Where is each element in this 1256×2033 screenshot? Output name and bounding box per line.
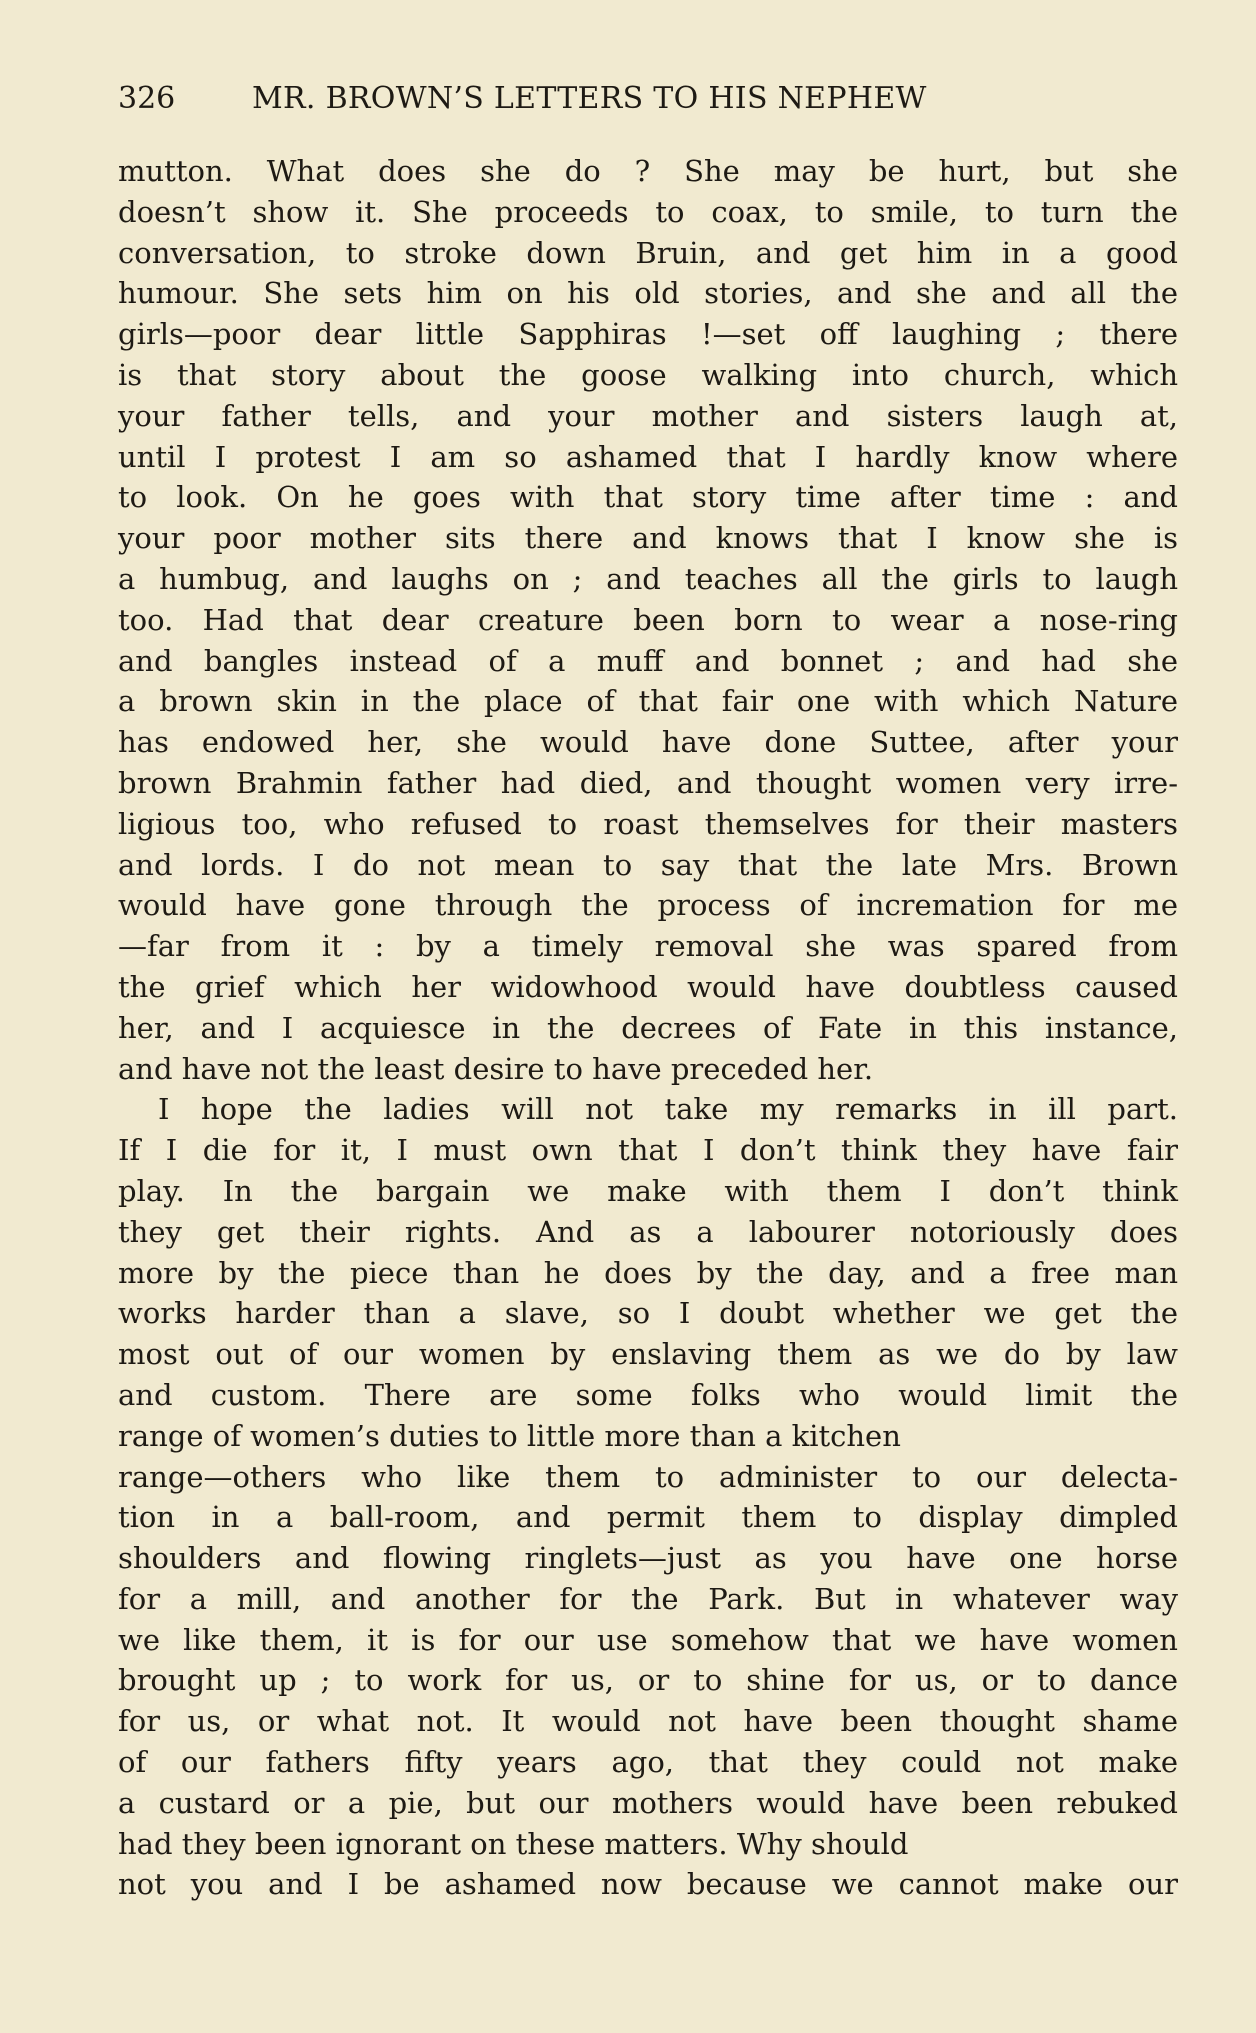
text-line: mutton. What does she do ? She may be hurt, but she [118, 154, 1178, 188]
text-line: your poor mother sits there and knows that I know she is [118, 521, 1178, 556]
text-line: is that story about the goose walking into church, which [118, 357, 1178, 392]
text-line: of our fathers fifty years ago, that they could not make [118, 1745, 1178, 1780]
paragraph-start-line: I hope the ladies will not take my remarks in ill part. [158, 1092, 1178, 1127]
text-line: —far from it : by a timely removal she was spared from [118, 929, 1178, 964]
text-line: a humbug, and laughs on ; and teaches all the girls to laugh [118, 561, 1178, 596]
text-line: more by the piece than he does by the day, and a free man [118, 1255, 1178, 1290]
text-line: a brown skin in the place of that fair one with which Nature [118, 684, 1178, 719]
text-line: and have not the least desire to have preceded her. [118, 1051, 874, 1086]
text-line: tion in a ball-room, and permit them to display dimpled [118, 1500, 1178, 1535]
text-line: conversation, to stroke down Bruin, and get him in a good [118, 235, 1178, 270]
text-line: too. Had that dear creature been born to wear a nose-ring [118, 602, 1178, 637]
text-line: for us, or what not. It would not have been thought shame [118, 1704, 1178, 1739]
page-header [118, 76, 1046, 122]
text-line: brown Brahmin father had died, and thought women very irre- [118, 765, 1178, 800]
text-line: and lords. I do not mean to say that the late Mrs. Brown [118, 847, 1178, 882]
page-number: 326 [118, 81, 176, 116]
text-line: her, and I acquiesce in the decrees of Fate in this instance, [118, 1010, 1178, 1045]
text-line: and custom. There are some folks who would limit the [118, 1377, 1178, 1412]
text-line: shoulders and flowing ringlets—just as you have one horse [118, 1541, 1178, 1576]
text-line: most out of our women by enslaving them as we do by law [118, 1337, 1178, 1372]
text-line: If I die for it, I must own that I don’t think they have fair [118, 1133, 1178, 1168]
text-line: girls—poor dear little Sapphiras !—set off laughing ; there [118, 317, 1178, 352]
text-line: your father tells, and your mother and sisters laugh at, [118, 398, 1178, 433]
text-line: until I protest I am so ashamed that I hardly know where [118, 439, 1178, 474]
text-line: humour. She sets him on his old stories, and she and all the [118, 276, 1178, 311]
body-text [118, 151, 1178, 1905]
text-line: play. In the bargain we make with them I don’t think [118, 1173, 1178, 1208]
text-line: for a mill, and another for the Park. But in whatever way [118, 1581, 1178, 1616]
text-line: has endowed her, she would have done Suttee, after your [118, 725, 1178, 760]
text-line: range—others who like them to administer to our delecta- [118, 1459, 1178, 1494]
text-line: ligious too, who refused to roast themselves for their masters [118, 806, 1178, 841]
text-line: the grief which her widowhood would have doubtless caused [118, 969, 1178, 1004]
text-line: range of women’s duties to little more than a kitchen [118, 1418, 901, 1453]
text-line: they get their rights. And as a labourer notoriously does [118, 1214, 1178, 1249]
text-line: works harder than a slave, so I doubt whether we get the [118, 1296, 1178, 1331]
text-line: brought up ; to work for us, or to shine for us, or to dance [118, 1663, 1178, 1698]
text-line: not you and I be ashamed now because we cannot make our [118, 1867, 1178, 1902]
running-head: MR. BROWN’S LETTERS TO HIS NEPHEW [252, 81, 927, 116]
text-line: would have gone through the process of incremation for me [118, 888, 1178, 923]
text-line: a custard or a pie, but our mothers would have been rebuked [118, 1785, 1178, 1820]
text-line: to look. On he goes with that story time after time : and [118, 480, 1178, 515]
text-line: had they been ignorant on these matters. Why should [118, 1826, 909, 1861]
text-line: and bangles instead of a muff and bonnet ; and had she [118, 643, 1178, 678]
text-line: doesn’t show it. She proceeds to coax, to smile, to turn the [118, 194, 1178, 229]
text-line: we like them, it is for our use somehow that we have women [118, 1622, 1178, 1657]
